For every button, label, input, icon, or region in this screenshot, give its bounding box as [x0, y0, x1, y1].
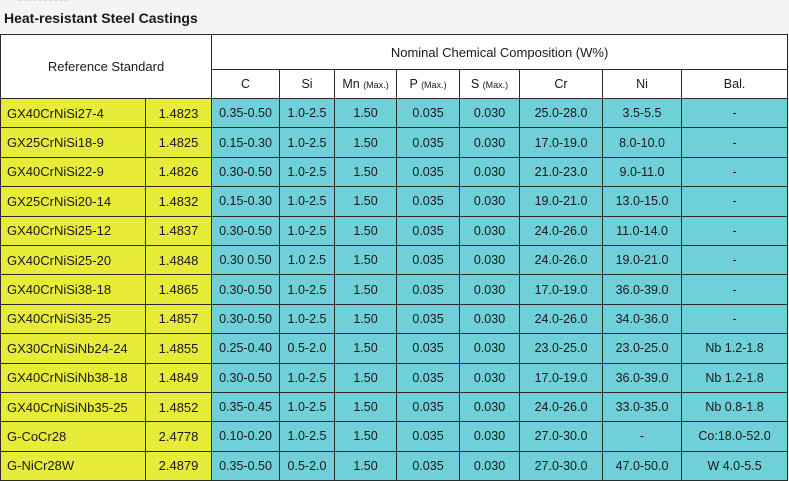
grade-name-cell: GX40CrNiSiNb35-25 — [1, 392, 146, 421]
carbon-cell: 0.30-0.50 — [212, 216, 280, 245]
carbon-cell: 0.25-0.40 — [212, 334, 280, 363]
silicon-cell: 1.0-2.5 — [280, 304, 335, 333]
balance-cell: Co:18.0-52.0 — [682, 422, 788, 451]
carbon-cell: 0.30-0.50 — [212, 157, 280, 186]
balance-cell: - — [682, 187, 788, 216]
column-header-label: Cr — [554, 77, 568, 91]
grade-name-cell: GX40CrNiSi38-18 — [1, 275, 146, 304]
balance-cell: - — [682, 99, 788, 128]
table-row — [1, 451, 788, 480]
manganese-cell: 1.50 — [335, 334, 397, 363]
carbon-cell: 0.30-0.50 — [212, 304, 280, 333]
material-number-cell: 1.4865 — [146, 275, 212, 304]
silicon-cell: 1.0-2.5 — [280, 157, 335, 186]
column-header-qualifier: (Max.) — [363, 80, 389, 90]
carbon-cell: 0.30 0.50 — [212, 245, 280, 274]
manganese-cell: 1.50 — [335, 363, 397, 392]
phosphorus-cell: 0.035 — [397, 245, 460, 274]
composition-table — [0, 34, 788, 481]
material-number-cell: 1.4823 — [146, 99, 212, 128]
column-header-mn — [335, 70, 397, 99]
manganese-cell: 1.50 — [335, 245, 397, 274]
manganese-cell: 1.50 — [335, 275, 397, 304]
grade-name-cell: GX40CrNiSiNb38-18 — [1, 363, 146, 392]
balance-cell: - — [682, 216, 788, 245]
phosphorus-cell: 0.035 — [397, 128, 460, 157]
column-header-cr — [520, 70, 603, 99]
table-row — [1, 157, 788, 186]
nickel-cell: 13.0-15.0 — [603, 187, 682, 216]
balance-cell: - — [682, 245, 788, 274]
table-row — [1, 392, 788, 421]
nickel-cell: - — [603, 422, 682, 451]
phosphorus-cell: 0.035 — [397, 187, 460, 216]
nickel-cell: 19.0-21.0 — [603, 245, 682, 274]
phosphorus-cell: 0.035 — [397, 99, 460, 128]
column-header-label: C — [241, 77, 251, 91]
column-header-s — [460, 70, 520, 99]
balance-cell: - — [682, 157, 788, 186]
table-row — [1, 187, 788, 216]
sulfur-cell: 0.030 — [460, 275, 520, 304]
manganese-cell: 1.50 — [335, 187, 397, 216]
chromium-cell: 24.0-26.0 — [520, 216, 603, 245]
sulfur-cell: 0.030 — [460, 128, 520, 157]
sulfur-cell: 0.030 — [460, 245, 520, 274]
sulfur-cell: 0.030 — [460, 304, 520, 333]
grade-name-cell: GX40CrNiSi22-9 — [1, 157, 146, 186]
balance-cell: Nb 0.8-1.8 — [682, 392, 788, 421]
silicon-cell: 1.0 2.5 — [280, 245, 335, 274]
carbon-cell: 0.15-0.30 — [212, 128, 280, 157]
nickel-cell: 34.0-36.0 — [603, 304, 682, 333]
table-row — [1, 275, 788, 304]
table-row — [1, 304, 788, 333]
sulfur-cell: 0.030 — [460, 157, 520, 186]
material-number-cell: 1.4832 — [146, 187, 212, 216]
column-header-bal — [682, 70, 788, 99]
table-row — [1, 422, 788, 451]
silicon-cell: 1.0-2.5 — [280, 275, 335, 304]
phosphorus-cell: 0.035 — [397, 392, 460, 421]
silicon-cell: 1.0-2.5 — [280, 392, 335, 421]
carbon-cell: 0.10-0.20 — [212, 422, 280, 451]
phosphorus-cell: 0.035 — [397, 275, 460, 304]
nickel-cell: 11.0-14.0 — [603, 216, 682, 245]
carbon-cell: 0.35-0.45 — [212, 392, 280, 421]
column-header-c — [212, 70, 280, 99]
chromium-cell: 24.0-26.0 — [520, 245, 603, 274]
silicon-cell: 1.0-2.5 — [280, 128, 335, 157]
header-row-top — [1, 35, 788, 70]
carbon-cell: 0.35-0.50 — [212, 451, 280, 480]
phosphorus-cell: 0.035 — [397, 216, 460, 245]
phosphorus-cell: 0.035 — [397, 422, 460, 451]
material-number-cell: 1.4825 — [146, 128, 212, 157]
composition-header: Nominal Chemical Composition (W%) — [212, 35, 788, 70]
manganese-cell: 1.50 — [335, 99, 397, 128]
sulfur-cell: 0.030 — [460, 187, 520, 216]
material-number-cell: 1.4826 — [146, 157, 212, 186]
chromium-cell: 23.0-25.0 — [520, 334, 603, 363]
table-row — [1, 245, 788, 274]
nickel-cell: 8.0-10.0 — [603, 128, 682, 157]
phosphorus-cell: 0.035 — [397, 451, 460, 480]
material-number-cell: 1.4855 — [146, 334, 212, 363]
manganese-cell: 1.50 — [335, 451, 397, 480]
carbon-cell: 0.35-0.50 — [212, 99, 280, 128]
grade-name-cell: GX40CrNiSi25-20 — [1, 245, 146, 274]
grade-name-cell: G-CoCr28 — [1, 422, 146, 451]
carbon-cell: 0.30-0.50 — [212, 275, 280, 304]
page-title: Heat-resistant Steel Castings — [4, 10, 198, 26]
chromium-cell: 25.0-28.0 — [520, 99, 603, 128]
grade-name-cell: GX25CrNiSi18-9 — [1, 128, 146, 157]
column-header-label: Mn — [342, 77, 360, 91]
manganese-cell: 1.50 — [335, 392, 397, 421]
chromium-cell: 17.0-19.0 — [520, 128, 603, 157]
table-row — [1, 334, 788, 363]
column-header-label: Ni — [636, 77, 648, 91]
table-row — [1, 363, 788, 392]
silicon-cell: 1.0-2.5 — [280, 99, 335, 128]
sulfur-cell: 0.030 — [460, 334, 520, 363]
column-header-qualifier: (Max.) — [482, 80, 509, 90]
sulfur-cell: 0.030 — [460, 363, 520, 392]
nickel-cell: 23.0-25.0 — [603, 334, 682, 363]
manganese-cell: 1.50 — [335, 157, 397, 186]
silicon-cell: 1.0-2.5 — [280, 187, 335, 216]
material-number-cell: 2.4879 — [146, 451, 212, 480]
column-header-p — [397, 70, 460, 99]
nickel-cell: 3.5-5.5 — [603, 99, 682, 128]
material-number-cell: 1.4848 — [146, 245, 212, 274]
silicon-cell: 1.0-2.5 — [280, 216, 335, 245]
sulfur-cell: 0.030 — [460, 422, 520, 451]
carbon-cell: 0.15-0.30 — [212, 187, 280, 216]
balance-cell: - — [682, 128, 788, 157]
chromium-cell: 17.0-19.0 — [520, 275, 603, 304]
balance-cell: W 4.0-5.5 — [682, 451, 788, 480]
table-row — [1, 128, 788, 157]
table-row — [1, 99, 788, 128]
sulfur-cell: 0.030 — [460, 451, 520, 480]
chromium-cell: 27.0-30.0 — [520, 451, 603, 480]
table-row — [1, 216, 788, 245]
column-header-label: Bal. — [723, 77, 746, 91]
nickel-cell: 9.0-11.0 — [603, 157, 682, 186]
material-number-cell: 1.4852 — [146, 392, 212, 421]
manganese-cell: 1.50 — [335, 216, 397, 245]
chromium-cell: 19.0-21.0 — [520, 187, 603, 216]
sulfur-cell: 0.030 — [460, 99, 520, 128]
material-number-cell: 1.4837 — [146, 216, 212, 245]
balance-cell: Nb 1.2-1.8 — [682, 334, 788, 363]
chromium-cell: 17.0-19.0 — [520, 363, 603, 392]
chromium-cell: 27.0-30.0 — [520, 422, 603, 451]
material-number-cell: 1.4849 — [146, 363, 212, 392]
column-header-qualifier: (Max.) — [421, 80, 447, 90]
balance-cell: - — [682, 275, 788, 304]
nickel-cell: 36.0-39.0 — [603, 363, 682, 392]
chromium-cell: 24.0-26.0 — [520, 392, 603, 421]
silicon-cell: 1.0-2.5 — [280, 363, 335, 392]
nickel-cell: 47.0-50.0 — [603, 451, 682, 480]
nickel-cell: 36.0-39.0 — [603, 275, 682, 304]
grade-name-cell: GX40CrNiSi27-4 — [1, 99, 146, 128]
manganese-cell: 1.50 — [335, 304, 397, 333]
material-number-cell: 2.4778 — [146, 422, 212, 451]
grade-name-cell: GX30CrNiSiNb24-24 — [1, 334, 146, 363]
grade-name-cell: GX40CrNiSi25-12 — [1, 216, 146, 245]
chromium-cell: 21.0-23.0 — [520, 157, 603, 186]
column-header-label: P — [409, 77, 418, 91]
manganese-cell: 1.50 — [335, 128, 397, 157]
grade-name-cell: G-NiCr28W — [1, 451, 146, 480]
phosphorus-cell: 0.035 — [397, 334, 460, 363]
silicon-cell: 0.5-2.0 — [280, 334, 335, 363]
phosphorus-cell: 0.035 — [397, 157, 460, 186]
column-header-ni — [603, 70, 682, 99]
column-header-label: Si — [301, 77, 313, 91]
reference-standard-header: Reference Standard — [1, 35, 212, 99]
chromium-cell: 24.0-26.0 — [520, 304, 603, 333]
column-header-label: S — [470, 77, 480, 91]
scan-smudge — [18, 0, 68, 9]
material-number-cell: 1.4857 — [146, 304, 212, 333]
sulfur-cell: 0.030 — [460, 392, 520, 421]
nickel-cell: 33.0-35.0 — [603, 392, 682, 421]
grade-name-cell: GX25CrNiSi20-14 — [1, 187, 146, 216]
sulfur-cell: 0.030 — [460, 216, 520, 245]
phosphorus-cell: 0.035 — [397, 363, 460, 392]
silicon-cell: 0.5-2.0 — [280, 451, 335, 480]
phosphorus-cell: 0.035 — [397, 304, 460, 333]
carbon-cell: 0.30-0.50 — [212, 363, 280, 392]
manganese-cell: 1.50 — [335, 422, 397, 451]
balance-cell: - — [682, 304, 788, 333]
grade-name-cell: GX40CrNiSi35-25 — [1, 304, 146, 333]
balance-cell: Nb 1.2-1.8 — [682, 363, 788, 392]
column-header-si — [280, 70, 335, 99]
silicon-cell: 1.0-2.5 — [280, 422, 335, 451]
